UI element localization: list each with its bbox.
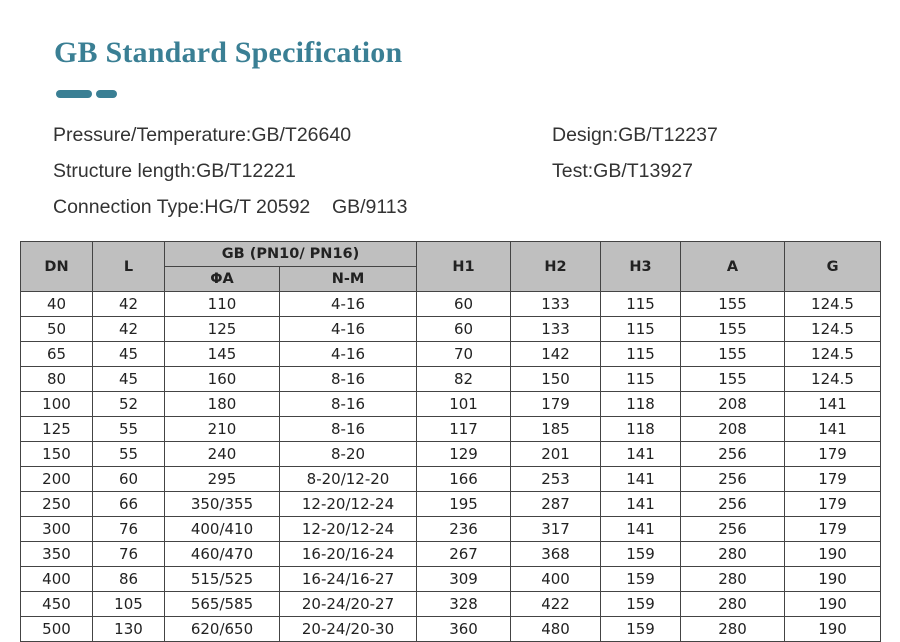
table-cell: 280 [681,592,785,617]
table-cell: 55 [93,442,165,467]
table-cell: 267 [417,542,511,567]
table-cell: 145 [165,342,280,367]
table-cell: 190 [785,617,881,642]
table-cell: 460/470 [165,542,280,567]
table-cell: 117 [417,417,511,442]
table-cell: 287 [511,492,601,517]
table-cell: 253 [511,467,601,492]
table-cell: 142 [511,342,601,367]
table-row [21,617,881,642]
table-cell: 52 [93,392,165,417]
table-cell: 422 [511,592,601,617]
table-row [21,292,881,317]
table-cell: 20-24/20-30 [280,617,417,642]
table-cell: 133 [511,292,601,317]
table-cell: 76 [93,542,165,567]
table-cell: 200 [21,467,93,492]
table-cell: 86 [93,567,165,592]
table-cell: 45 [93,367,165,392]
spec-pressure: Pressure/Temperature:GB/T26640 [53,124,352,146]
table-cell: 60 [417,292,511,317]
table-cell: 125 [21,417,93,442]
table-cell: 141 [785,417,881,442]
table-cell: 124.5 [785,342,881,367]
table-cell: 400/410 [165,517,280,542]
table-cell: 65 [21,342,93,367]
table-cell: 141 [601,467,681,492]
table-cell: 159 [601,567,681,592]
header-g: G [785,242,881,292]
table-row [21,442,881,467]
table-cell: 280 [681,567,785,592]
table-cell: 8-16 [280,417,417,442]
table-cell: 8-20/12-20 [280,467,417,492]
table-cell: 565/585 [165,592,280,617]
table-cell: 159 [601,542,681,567]
table-row [21,392,881,417]
spec-design: Design:GB/T12237 [552,124,718,146]
table-row [21,492,881,517]
table-cell: 60 [417,317,511,342]
table-cell: 70 [417,342,511,367]
header-nm: N-M [280,267,417,292]
table-cell: 309 [417,567,511,592]
header-group: GB (PN10/ PN16) [165,242,417,267]
table-cell: 350 [21,542,93,567]
table-cell: 118 [601,417,681,442]
table-cell: 240 [165,442,280,467]
table-cell: 155 [681,317,785,342]
table-cell: 295 [165,467,280,492]
table-cell: 159 [601,592,681,617]
table-cell: 66 [93,492,165,517]
table-cell: 60 [93,467,165,492]
table-cell: 12-20/12-24 [280,492,417,517]
table-cell: 179 [785,492,881,517]
table-cell: 50 [21,317,93,342]
table-cell: 150 [21,442,93,467]
table-cell: 179 [785,467,881,492]
table-cell: 141 [785,392,881,417]
table-row [21,592,881,617]
table-cell: 256 [681,492,785,517]
table-cell: 201 [511,442,601,467]
table-cell: 179 [511,392,601,417]
table-cell: 40 [21,292,93,317]
table-cell: 620/650 [165,617,280,642]
table-cell: 256 [681,517,785,542]
header-h2: H2 [511,242,601,292]
table-cell: 368 [511,542,601,567]
table-cell: 210 [165,417,280,442]
table-cell: 16-20/16-24 [280,542,417,567]
table-cell: 115 [601,342,681,367]
header-h1: H1 [417,242,511,292]
table-cell: 16-24/16-27 [280,567,417,592]
table-cell: 141 [601,492,681,517]
table-cell: 76 [93,517,165,542]
table-cell: 190 [785,592,881,617]
table-row [21,542,881,567]
table-cell: 4-16 [280,292,417,317]
table-cell: 45 [93,342,165,367]
table-row [21,417,881,442]
table-row [21,342,881,367]
table-cell: 8-20 [280,442,417,467]
table-cell: 400 [511,567,601,592]
table-cell: 400 [21,567,93,592]
table-cell: 150 [511,367,601,392]
table-cell: 8-16 [280,367,417,392]
table-cell: 236 [417,517,511,542]
spec-structure: Structure length:GB/T12221 [53,160,296,182]
table-cell: 124.5 [785,292,881,317]
table-cell: 480 [511,617,601,642]
table-cell: 250 [21,492,93,517]
table-cell: 179 [785,517,881,542]
table-cell: 4-16 [280,342,417,367]
table-cell: 159 [601,617,681,642]
table-cell: 155 [681,342,785,367]
table-cell: 101 [417,392,511,417]
table-cell: 515/525 [165,567,280,592]
table-cell: 179 [785,442,881,467]
table-cell: 208 [681,417,785,442]
table-cell: 100 [21,392,93,417]
table-cell: 350/355 [165,492,280,517]
table-row [21,367,881,392]
header-a: A [681,242,785,292]
table-cell: 80 [21,367,93,392]
table-cell: 82 [417,367,511,392]
spec-test: Test:GB/T13927 [552,160,693,182]
table-cell: 195 [417,492,511,517]
table-row [21,317,881,342]
title-underline-long [56,90,92,98]
spec-connection: Connection Type:HG/T 20592 GB/9113 [53,196,408,218]
table-cell: 300 [21,517,93,542]
table-cell: 125 [165,317,280,342]
table-cell: 450 [21,592,93,617]
table-cell: 166 [417,467,511,492]
table-cell: 124.5 [785,367,881,392]
header-l: L [93,242,165,292]
table-cell: 118 [601,392,681,417]
table-cell: 360 [417,617,511,642]
table-cell: 160 [165,367,280,392]
table-cell: 190 [785,542,881,567]
table-cell: 133 [511,317,601,342]
header-phia: ΦA [165,267,280,292]
table-cell: 141 [601,517,681,542]
table-cell: 185 [511,417,601,442]
table-row [21,567,881,592]
table-cell: 317 [511,517,601,542]
table-cell: 280 [681,617,785,642]
table-cell: 110 [165,292,280,317]
table-cell: 20-24/20-27 [280,592,417,617]
table-cell: 180 [165,392,280,417]
table-cell: 8-16 [280,392,417,417]
table-cell: 42 [93,292,165,317]
table-cell: 115 [601,367,681,392]
table-cell: 42 [93,317,165,342]
table-cell: 155 [681,367,785,392]
table-cell: 190 [785,567,881,592]
spec-table [20,241,881,642]
page-title: GB Standard Specification [54,36,403,69]
table-cell: 280 [681,542,785,567]
table-row [21,467,881,492]
table-cell: 115 [601,292,681,317]
table-body [21,292,881,642]
table-cell: 129 [417,442,511,467]
table-cell: 4-16 [280,317,417,342]
header-h3: H3 [601,242,681,292]
header-dn: DN [21,242,93,292]
table-cell: 55 [93,417,165,442]
table-cell: 256 [681,442,785,467]
table-row [21,517,881,542]
table-cell: 256 [681,467,785,492]
table-cell: 105 [93,592,165,617]
table-cell: 155 [681,292,785,317]
table-cell: 12-20/12-24 [280,517,417,542]
table-cell: 124.5 [785,317,881,342]
table-cell: 328 [417,592,511,617]
table-cell: 115 [601,317,681,342]
table-cell: 130 [93,617,165,642]
table-cell: 500 [21,617,93,642]
table-cell: 141 [601,442,681,467]
title-underline-short [96,90,117,98]
table-cell: 208 [681,392,785,417]
